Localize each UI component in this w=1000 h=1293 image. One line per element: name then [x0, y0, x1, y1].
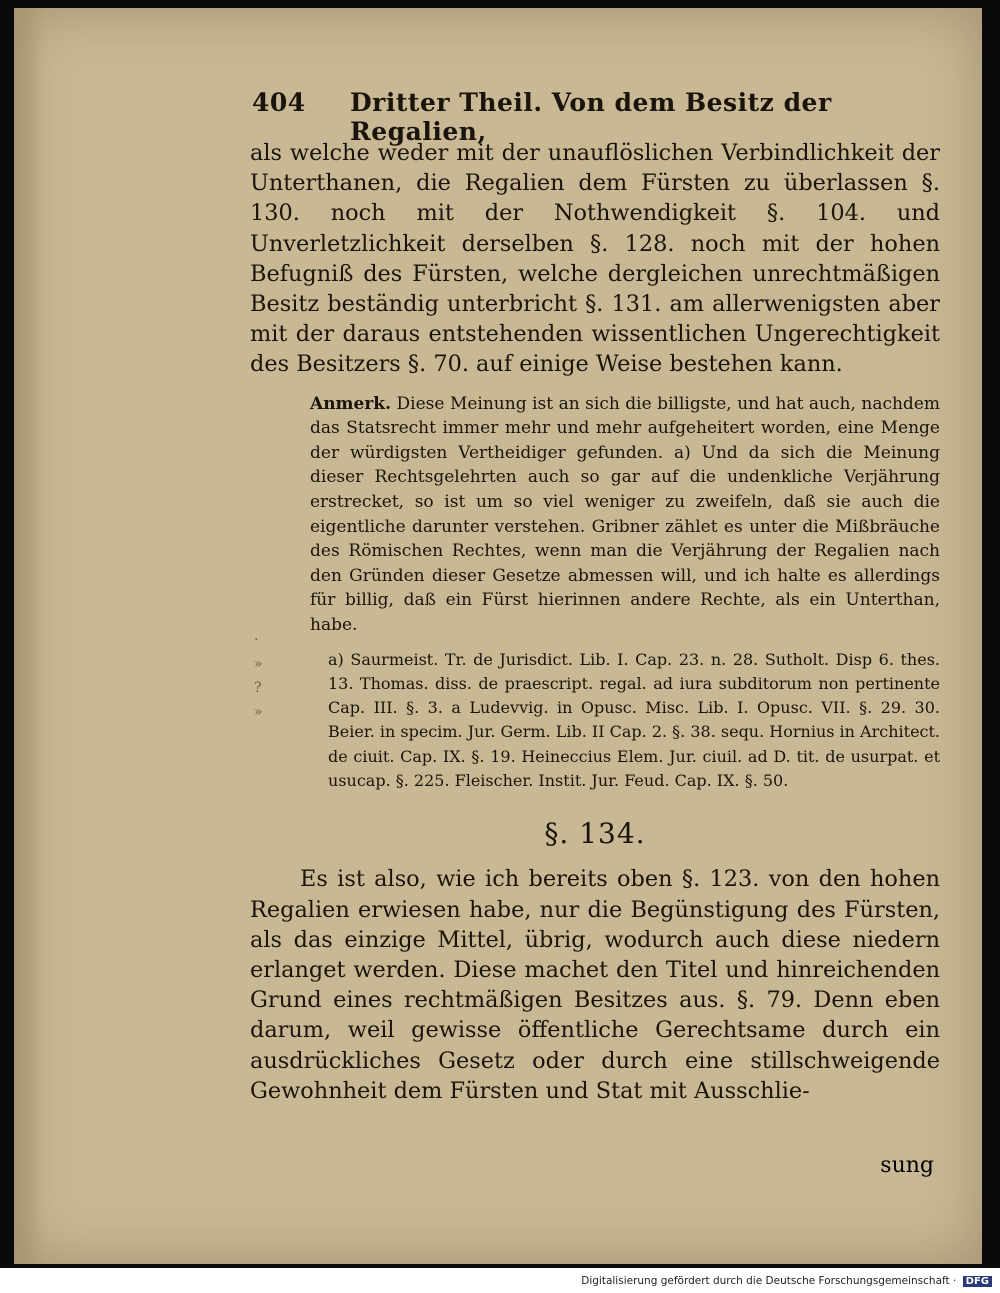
running-header — [250, 88, 940, 146]
running-title: Dritter Theil. Von dem Besitz der Regalien, — [350, 88, 832, 146]
annotation-text: Diese Meinung ist an sich die billigste, und hat auch, nachdem das Statsrecht immer mehr und mehr aufgeheitert worden, eine Menge der würdigsten Vertheidiger gefunden. a) Und da sich die Meinung dieser Rechtsgelehrten auch so gar auf die undenkliche Verjährung erstrecket, so ist um so viel weniger zu zweifeln, daß sie auch die eigentliche darunter verstehen. Gribner zählet es unter die Mißbräuche des Römischen Rechtes, wenn man die Verjährung der Regalien nach den Gründen dieser Gesetze abmessen will, und ich halte es allerdings für billig, daß ein Fürst hierinnen andere Rechte, als ein Unterthan, habe. — [310, 393, 940, 635]
annotation-block — [250, 392, 940, 638]
footer-credit: Digitalisierung gefördert durch die Deutsche Forschungsgemeinschaft · — [581, 1275, 957, 1287]
dfg-logo: DFG — [963, 1276, 992, 1287]
footnote-text: a) Saurmeist. Tr. de Jurisdict. Lib. I. Cap. 23. n. 28. Sutholt. Disp 6. thes. 13. Thomas. diss. de praescript. regal. ad iura subditorum non pertinente Cap. III. §. 3. a Ludevvig. in Opusc. Misc. Lib. I. Opusc. VII. §. 29. 30. Beier. in specim. Jur. Germ. Lib. II Cap. 2. §. 38. sequ. Hornius in Architect. de ciuit. Cap. IX. §. 19. Heineccius Elem. Jur. ciuil. ad D. tit. de usurpat. et usucap. §. 225. Fleischer. Instit. Jur. Feud. Cap. IX. §. 50. — [328, 649, 941, 791]
page-number: 404 — [252, 88, 306, 117]
margin-marks: · » ? » — [254, 632, 263, 720]
footer — [581, 1275, 992, 1287]
section-paragraph-text: Es ist also, wie ich bereits oben §. 123. von den hohen Regalien erwiesen habe, nur die Begünstigung des Fürsten, als das einzige Mittel, übrig, wodurch auch diese niedern erlanget werden. Diese machet den Titel und hinreichenden Grund eines rechtmäßigen Besitzes aus. §. 79. Denn eben darum, weil gewisse öffentliche Gerechtsame durch ein ausdrückliches Gesetz oder durch eine stillschweigende Gewohnheit dem Fürsten und Stat mit Ausschlie- — [250, 866, 940, 1104]
book-page — [14, 8, 982, 1264]
page-spine-shadow — [14, 8, 44, 1264]
catchword: sung — [880, 1153, 934, 1178]
footnote — [250, 648, 940, 794]
main-paragraph-text: als welche weder mit der unauflöslichen Verbindlichkeit der Unterthanen, die Regalien dem Fürsten zu überlassen §. 130. noch mit der Nothwendigkeit §. 104. und Unverletzlichkeit derselben §. 128. noch mit der hohen Befugniß des Fürsten, welche dergleichen unrechtmäßigen Besitz beständig unterbricht §. 131. am allerwenigsten aber mit der daraus entstehenden wissentlichen Ungerechtigkeit des Besitzers §. 70. auf einige Weise bestehen kann. — [250, 140, 940, 378]
main-paragraph — [250, 138, 940, 380]
annotation-label: Anmerk. — [310, 393, 392, 414]
section-paragraph — [250, 864, 940, 1106]
text-block — [250, 88, 940, 1106]
section-heading: §. 134. — [544, 817, 646, 851]
